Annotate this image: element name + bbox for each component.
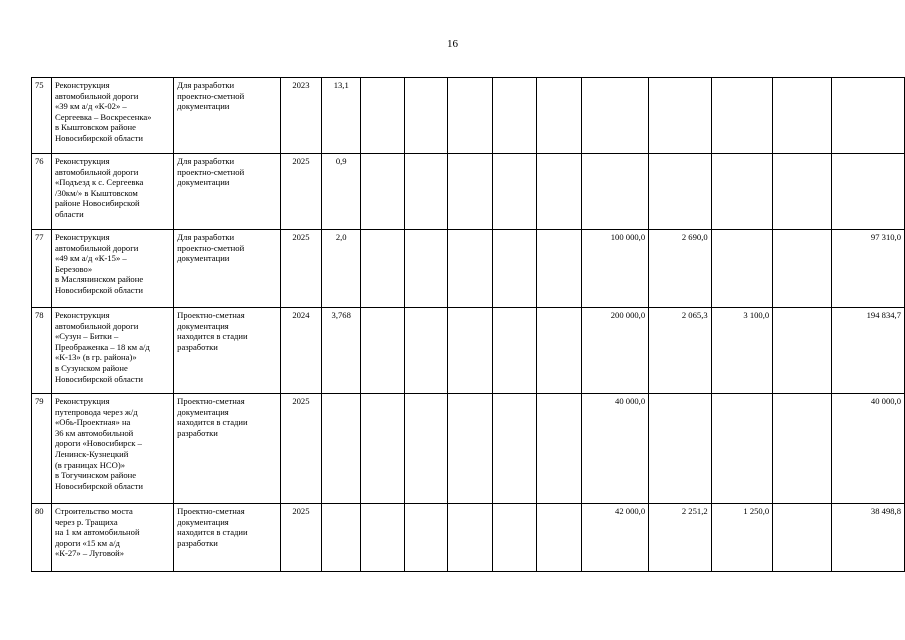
row-number: 80 (32, 504, 52, 572)
amount-col-3: 1 250,0 (711, 504, 773, 572)
empty-cell (773, 230, 832, 308)
table-row (32, 394, 905, 504)
program-table (31, 77, 905, 572)
empty-cell (537, 504, 582, 572)
amount-col-4 (832, 78, 905, 154)
empty-cell (537, 308, 582, 394)
page-number: 16 (447, 38, 458, 50)
total-amount: 100 000,0 (581, 230, 648, 308)
object-name: Реконструкция автомобильной дороги «39 км а/д «К-02» – Сергеевка – Воскресенка» в Кыштовском районе Новосибирской области (51, 78, 173, 154)
empty-cell (773, 154, 832, 230)
object-length (322, 504, 361, 572)
amount-col-4: 97 310,0 (832, 230, 905, 308)
empty-cell (773, 394, 832, 504)
empty-cell (537, 230, 582, 308)
empty-cell (448, 230, 493, 308)
amount-col-3 (711, 78, 773, 154)
empty-cell (361, 78, 405, 154)
empty-cell (361, 394, 405, 504)
documentation-status: Для разработки проектно-сметной документации (174, 230, 280, 308)
row-number: 75 (32, 78, 52, 154)
completion-year: 2024 (280, 308, 322, 394)
amount-col-4 (832, 154, 905, 230)
amount-col-3: 3 100,0 (711, 308, 773, 394)
object-name: Реконструкция автомобильной дороги «Сузун – Битки – Преображенка – 18 км а/д «К-13» (в гр. района)» в Сузунском районе Новосибирской области (51, 308, 173, 394)
empty-cell (492, 394, 537, 504)
table-row (32, 504, 905, 572)
empty-cell (404, 504, 448, 572)
completion-year: 2023 (280, 78, 322, 154)
empty-cell (404, 78, 448, 154)
row-number: 76 (32, 154, 52, 230)
empty-cell (492, 504, 537, 572)
empty-cell (492, 78, 537, 154)
empty-cell (773, 308, 832, 394)
completion-year: 2025 (280, 154, 322, 230)
empty-cell (448, 78, 493, 154)
empty-cell (404, 394, 448, 504)
completion-year: 2025 (280, 230, 322, 308)
table-row (32, 308, 905, 394)
empty-cell (537, 394, 582, 504)
completion-year: 2025 (280, 504, 322, 572)
empty-cell (773, 78, 832, 154)
completion-year: 2025 (280, 394, 322, 504)
total-amount: 200 000,0 (581, 308, 648, 394)
amount-col-2 (649, 78, 712, 154)
table-row (32, 230, 905, 308)
object-name: Реконструкция автомобильной дороги «49 км а/д «К-15» – Березово» в Маслянинском районе Новосибирской области (51, 230, 173, 308)
row-number: 77 (32, 230, 52, 308)
empty-cell (448, 504, 493, 572)
empty-cell (448, 308, 493, 394)
empty-cell (773, 504, 832, 572)
amount-col-3 (711, 394, 773, 504)
amount-col-2: 2 065,3 (649, 308, 712, 394)
object-name: Строительство моста через р. Тращиха на 1 км автомобильной дороги «15 км а/д «К-27» – Луговой» (51, 504, 173, 572)
amount-col-2: 2 690,0 (649, 230, 712, 308)
empty-cell (361, 154, 405, 230)
row-number: 79 (32, 394, 52, 504)
documentation-status: Проектно-сметная документация находится в стадии разработки (174, 308, 280, 394)
object-name: Реконструкция путепровода через ж/д «Обь-Проектная» на 36 км автомобильной дороги «Новосибирск – Ленинск-Кузнецкий (в границах НСО)» в Тогучинском районе Новосибирской области (51, 394, 173, 504)
empty-cell (448, 154, 493, 230)
amount-col-4: 38 498,8 (832, 504, 905, 572)
object-length: 2,0 (322, 230, 361, 308)
object-length: 3,768 (322, 308, 361, 394)
amount-col-2: 2 251,2 (649, 504, 712, 572)
documentation-status: Для разработки проектно-сметной документации (174, 154, 280, 230)
empty-cell (448, 394, 493, 504)
amount-col-2 (649, 154, 712, 230)
empty-cell (361, 230, 405, 308)
documentation-status: Для разработки проектно-сметной документации (174, 78, 280, 154)
documentation-status: Проектно-сметная документация находится в стадии разработки (174, 504, 280, 572)
object-name: Реконструкция автомобильной дороги «Подъезд к с. Сергеевка /30км/» в Кыштовском районе Новосибирской области (51, 154, 173, 230)
total-amount: 42 000,0 (581, 504, 648, 572)
empty-cell (537, 154, 582, 230)
table-row (32, 154, 905, 230)
table-row (32, 78, 905, 154)
empty-cell (492, 308, 537, 394)
empty-cell (404, 308, 448, 394)
empty-cell (361, 504, 405, 572)
total-amount (581, 154, 648, 230)
total-amount (581, 78, 648, 154)
amount-col-2 (649, 394, 712, 504)
amount-col-3 (711, 230, 773, 308)
total-amount: 40 000,0 (581, 394, 648, 504)
empty-cell (361, 308, 405, 394)
amount-col-4: 40 000,0 (832, 394, 905, 504)
amount-col-3 (711, 154, 773, 230)
object-length: 13,1 (322, 78, 361, 154)
row-number: 78 (32, 308, 52, 394)
documentation-status: Проектно-сметная документация находится в стадии разработки (174, 394, 280, 504)
empty-cell (492, 230, 537, 308)
object-length: 0,9 (322, 154, 361, 230)
empty-cell (404, 230, 448, 308)
object-length (322, 394, 361, 504)
empty-cell (537, 78, 582, 154)
empty-cell (492, 154, 537, 230)
amount-col-4: 194 834,7 (832, 308, 905, 394)
empty-cell (404, 154, 448, 230)
